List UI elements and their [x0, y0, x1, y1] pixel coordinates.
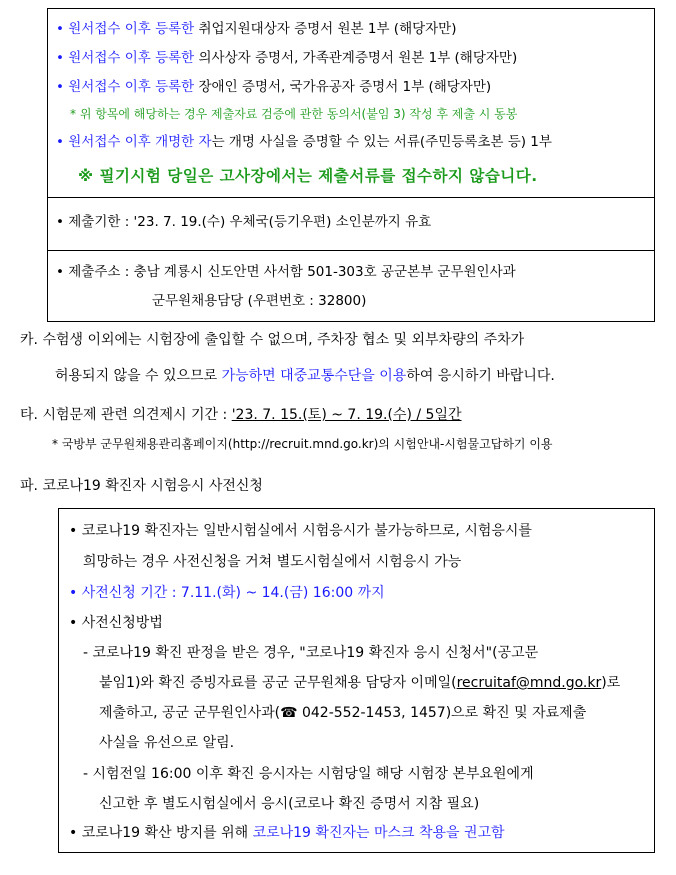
highlight-lead: 원서접수 이후 등록한: [68, 50, 195, 66]
method-dash-1-line4: 사실을 유선으로 알림.: [99, 735, 235, 751]
pre-application-period: • 사전신청 기간 : 7.11.(화) ~ 14.(금) 16:00 까지: [69, 585, 385, 601]
method-dash-1-line3: 제출하고, 공군 군무원인사과(☎ 042-552-1453, 1457)으로 확진 및 자료제출: [99, 705, 587, 721]
exam-day-warning: ※ 필기시험 당일은 고사장에서는 제출서류를 접수하지 않습니다.: [78, 167, 538, 185]
section-label: 카.: [20, 332, 38, 348]
divider: [48, 197, 654, 198]
section-pa-title: 파. 코로나19 확진자 시험응시 사전신청: [20, 478, 263, 494]
divider: [48, 250, 654, 251]
section-ta-title: 타. 시험문제 관련 의견제시 기간 : '23. 7. 15.(토) ~ 7. 19.(수) / 5일간: [20, 407, 462, 423]
pre-application-method: • 사전신청방법: [69, 615, 163, 631]
covid-bullet-1-line1: • 코로나19 확진자는 일반시험실에서 시험응시가 불가능하므로, 시험응시를: [69, 523, 532, 539]
highlight-lead: 원서접수 이후 등록한: [68, 21, 195, 37]
section-ka-line2: 허용되지 않을 수 있으므로 가능하면 대중교통수단을 이용하여 응시하기 바랍니다.: [55, 368, 555, 384]
email-link[interactable]: recruitaf@mnd.go.kr: [456, 675, 602, 691]
highlight-lead: 원서접수 이후 등록한: [68, 79, 195, 95]
submission-info-box: [47, 8, 655, 322]
mask-recommendation: • 코로나19 확산 방지를 위해 코로나19 확진자는 마스크 착용을 권고함: [69, 825, 505, 841]
doc-item-1: • 원서접수 이후 등록한 취업지원대상자 증명서 원본 1부 (해당자만): [56, 21, 457, 37]
doc-item-3: • 원서접수 이후 등록한 장애인 증명서, 국가유공자 증명서 1부 (해당자만): [56, 79, 492, 95]
covid-info-box: [58, 508, 655, 853]
method-dash-1-line1: - 코로나19 확진 판정을 받은 경우, "코로나19 확진자 응시 신청서"(공고문: [83, 645, 539, 661]
mask-highlight: 코로나19 확진자는 마스크 착용을 권고함: [252, 825, 505, 841]
section-label: 파.: [20, 478, 38, 494]
address-line-1: • 제출주소 : 충남 계룡시 신도안면 사서함 501-303호 공군본부 군무원인사과: [56, 264, 516, 280]
transit-highlight: 가능하면 대중교통수단을 이용: [221, 368, 407, 384]
method-dash-2-line1: - 시험전일 16:00 이후 확진 응시자는 시험당일 해당 시험장 본부요원에게: [83, 766, 534, 782]
section-ta-note: * 국방부 군무원채용관리홈페이지(http://recruit.mnd.go.kr)의 시험안내-시험물고답하기 이용: [52, 437, 553, 451]
address-line-2: 군무원채용담당 (우편번호 : 32800): [152, 293, 367, 309]
deadline-text: • 제출기한 : '23. 7. 19.(수) 우체국(등기우편) 소인분까지 유효: [56, 214, 432, 230]
doc-item-4: • 원서접수 이후 개명한 자는 개명 사실을 증명할 수 있는 서류(주민등록초본 등) 1부: [56, 134, 552, 150]
consent-note: * 위 항목에 해당하는 경우 제출자료 검증에 관한 동의서(붙임 3) 작성 후 제출 시 동봉: [70, 107, 518, 121]
opinion-period: '23. 7. 15.(토) ~ 7. 19.(수) / 5일간: [231, 407, 462, 423]
doc-item-2: • 원서접수 이후 등록한 의사상자 증명서, 가족관계증명서 원본 1부 (해당자만): [56, 50, 518, 66]
section-ka-line1: 카. 수험생 이외에는 시험장에 출입할 수 없으며, 주차장 협소 및 외부차량의 주차가: [20, 332, 525, 348]
section-label: 타.: [20, 407, 38, 423]
method-dash-1-line2: 붙임1)와 확진 증빙자료를 공군 군무원채용 담당자 이메일(recruitaf@mnd.go.kr)로: [99, 675, 621, 691]
method-dash-2-line2: 신고한 후 별도시험실에서 응시(코로나 확진 증명서 지참 필요): [99, 796, 480, 812]
highlight-lead: 원서접수 이후 개명한 자: [68, 134, 212, 150]
covid-bullet-1-line2: 희망하는 경우 사전신청을 거쳐 별도시험실에서 시험응시 가능: [83, 554, 462, 570]
